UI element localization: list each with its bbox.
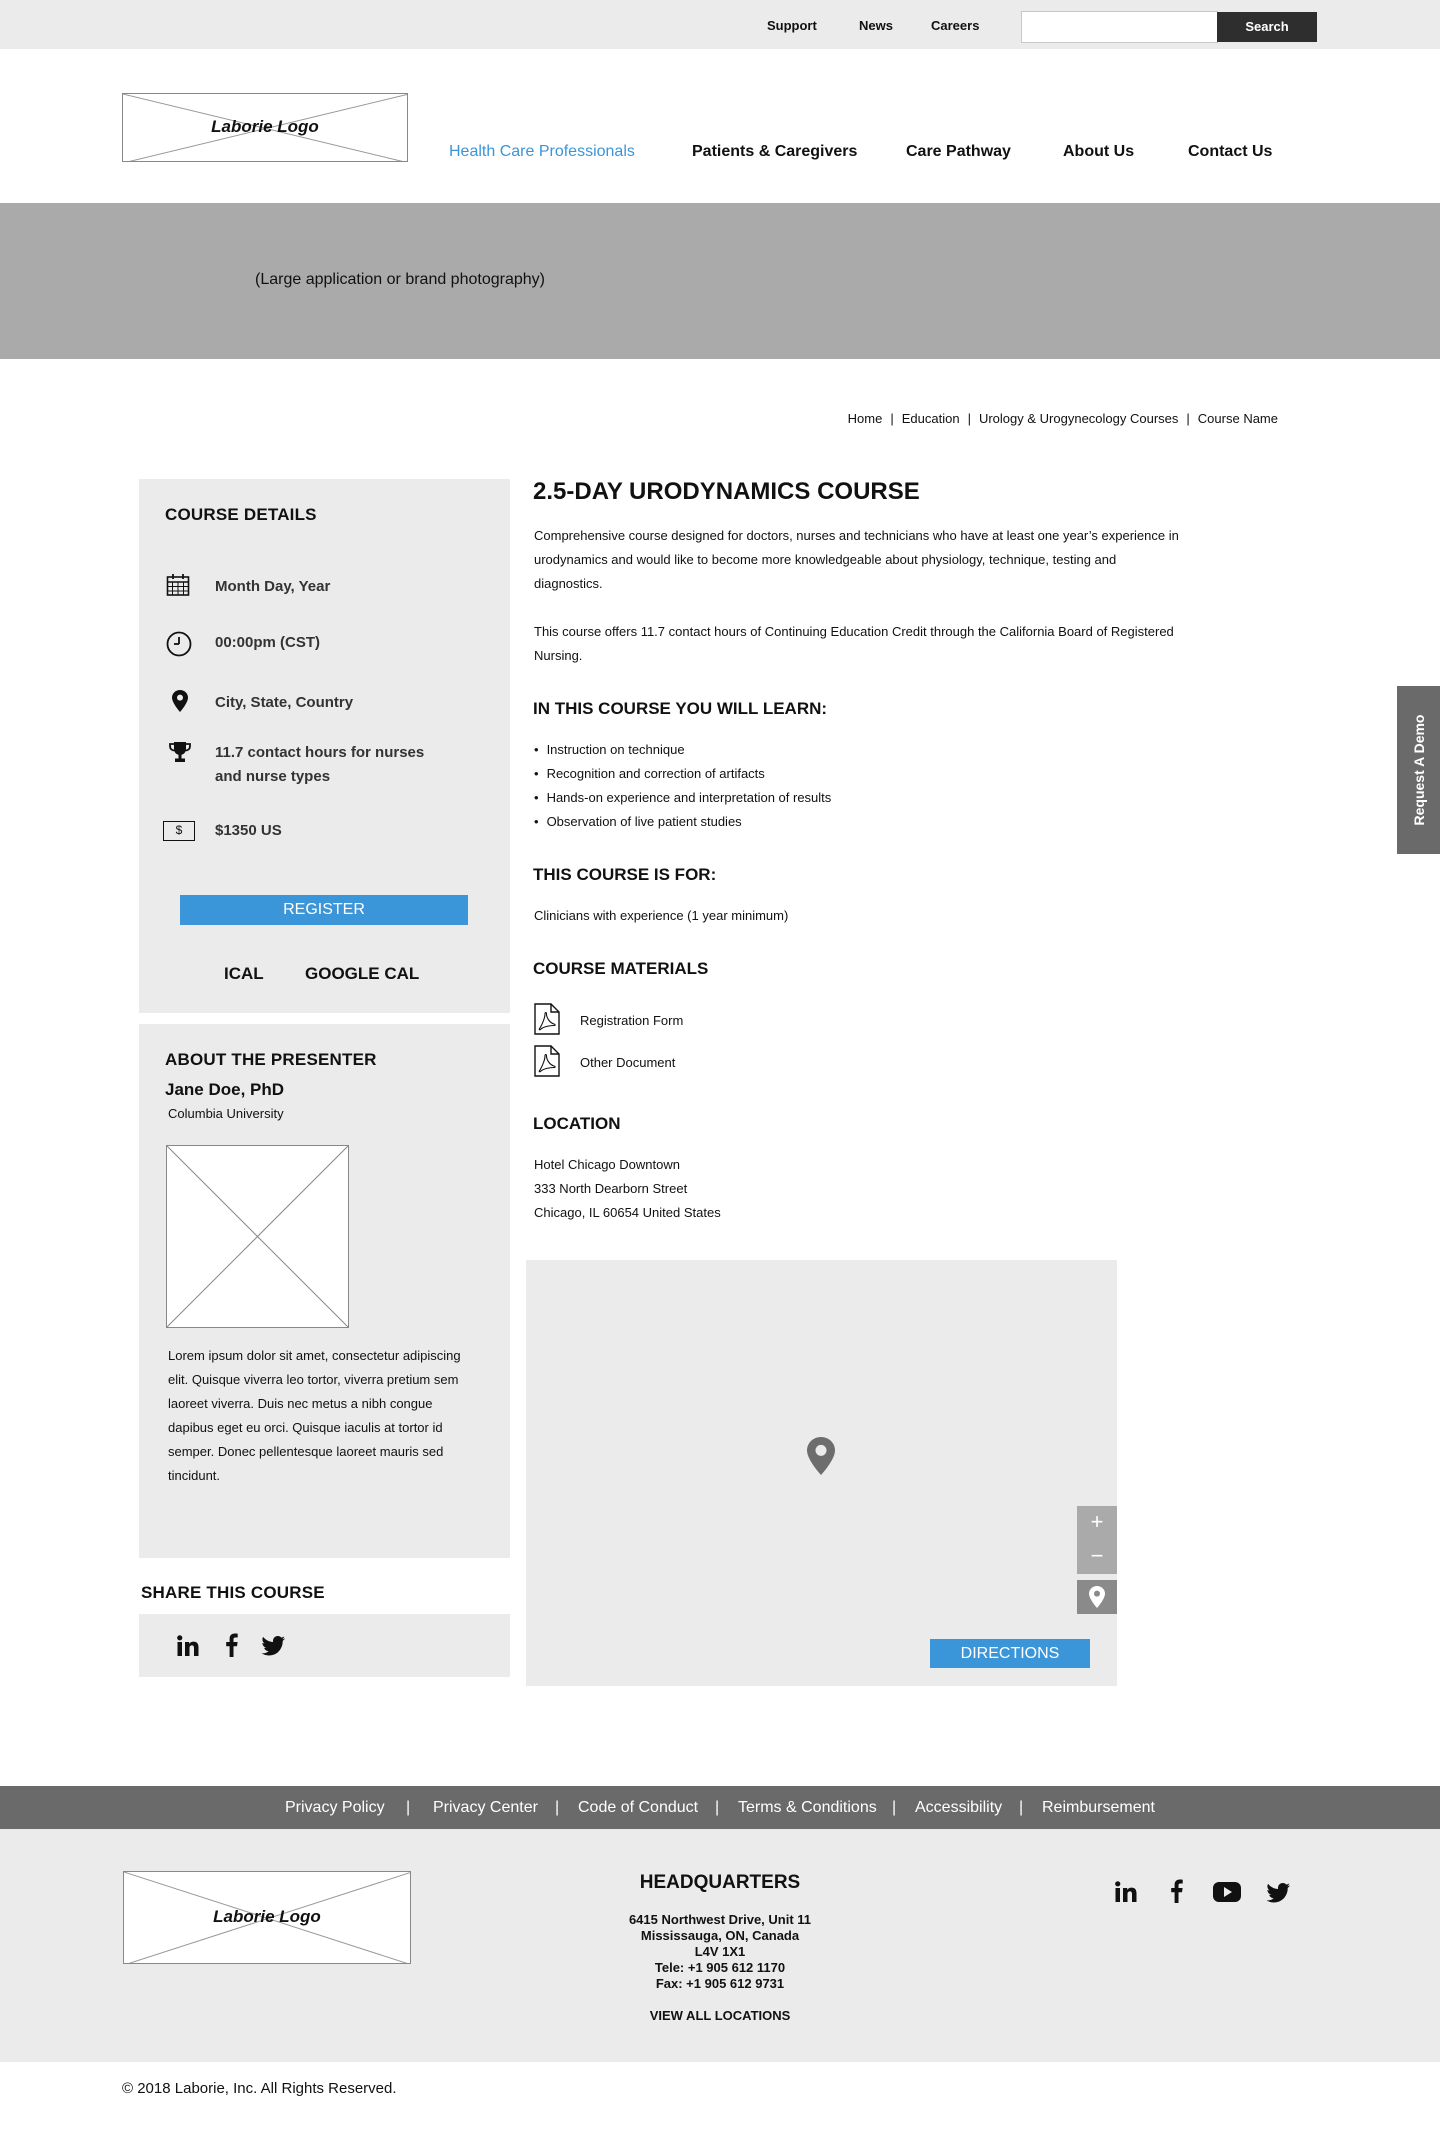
photo-placeholder-graphic <box>167 1146 348 1327</box>
location-address <box>534 1153 1234 1225</box>
course-intro <box>534 524 1234 596</box>
footer-separator: | <box>406 1799 411 1816</box>
breadcrumb-courses[interactable]: Urology & Urogynecology Courses <box>978 411 1179 426</box>
share-heading: SHARE THIS COURSE <box>141 1583 325 1602</box>
bio-line: semper. Donec pellentesque laoreet mauris sed <box>168 1444 444 1459</box>
breadcrumb <box>848 411 1278 426</box>
learn-item: • Hands-on experience and interpretation of results <box>534 790 832 805</box>
course-time: 00:00pm (CST) <box>215 634 321 651</box>
bio-line: laoreet viverra. Duis nec metus a nibh congue <box>168 1396 433 1411</box>
trophy-icon <box>168 740 192 769</box>
register-button[interactable]: REGISTER <box>180 895 468 925</box>
course-for-text: Clinicians with experience (1 year minimum) <box>534 908 789 923</box>
footer-facebook-icon[interactable] <box>1170 1879 1183 1908</box>
hero-placeholder-text: (Large application or brand photography) <box>255 271 545 288</box>
material-label[interactable]: Registration Form <box>580 1013 684 1028</box>
copyright-text: © 2018 Laborie, Inc. All Rights Reserved. <box>122 2080 397 2097</box>
course-credit-text <box>534 620 1234 668</box>
price-tag-icon <box>163 821 195 841</box>
intro-line: diagnostics. <box>534 576 603 591</box>
course-details-heading: COURSE DETAILS <box>165 505 317 524</box>
zoom-in-button[interactable]: + <box>1077 1506 1117 1540</box>
footer-code-of-conduct[interactable]: Code of Conduct <box>578 1799 699 1816</box>
location-pin-icon <box>1089 1586 1105 1608</box>
pdf-icon <box>534 1003 560 1035</box>
intro-line: Comprehensive course designed for doctors, nurses and technicians who have at least one year’s experience in <box>534 528 1179 543</box>
location-map[interactable] <box>526 1260 1117 1686</box>
presenter-photo-placeholder <box>166 1145 349 1328</box>
hq-fax: Fax: +1 905 612 9731 <box>655 1976 785 1991</box>
footer-accessibility[interactable]: Accessibility <box>915 1799 1003 1816</box>
footer-links-bar <box>0 1786 1440 1829</box>
directions-button[interactable]: DIRECTIONS <box>930 1639 1090 1668</box>
breadcrumb-home[interactable]: Home <box>847 411 883 426</box>
learn-item: • Recognition and correction of artifacts <box>534 766 765 781</box>
logo-text: Laborie Logo <box>213 1907 321 1926</box>
breadcrumb-separator: | <box>890 411 894 426</box>
footer-privacy-center[interactable]: Privacy Center <box>433 1799 538 1816</box>
nav-care-pathway[interactable]: Care Pathway <box>906 143 1011 160</box>
course-title: 2.5-DAY URODYNAMICS COURSE <box>533 478 920 505</box>
presenter-bio <box>168 1344 498 1488</box>
footer-main <box>0 1829 1440 2062</box>
course-location: City, State, Country <box>215 694 354 711</box>
view-all-locations-link[interactable]: VIEW ALL LOCATIONS <box>649 2008 791 2023</box>
bio-line: dapibus eget eu orci. Quisque iaculis at tortor id <box>168 1420 443 1435</box>
breadcrumb-separator: | <box>967 411 971 426</box>
nav-patients-caregivers[interactable]: Patients & Caregivers <box>692 143 858 160</box>
intro-line: urodynamics and would like to become more knowledgeable about physiology, technique, testing and <box>534 552 1117 567</box>
footer-reimbursement[interactable]: Reimbursement <box>1042 1799 1155 1816</box>
locate-me-button[interactable] <box>1077 1580 1117 1614</box>
material-other-document[interactable] <box>534 1045 676 1082</box>
footer-separator: | <box>892 1799 897 1816</box>
hq-phone: Tele: +1 905 612 1170 <box>654 1960 786 1975</box>
request-demo-label: Request A Demo <box>1410 714 1427 826</box>
address-line: Hotel Chicago Downtown <box>534 1157 680 1172</box>
bio-line: tincidunt. <box>168 1468 221 1483</box>
share-facebook-icon[interactable] <box>225 1633 238 1662</box>
breadcrumb-separator: | <box>1186 411 1190 426</box>
nav-about-us[interactable]: About Us <box>1063 143 1135 160</box>
search-input[interactable] <box>1021 11 1218 43</box>
share-twitter-icon[interactable] <box>261 1636 285 1661</box>
dollar-glyph: $ <box>175 823 183 837</box>
material-registration-form[interactable] <box>534 1003 684 1040</box>
presenter-heading: ABOUT THE PRESENTER <box>165 1050 377 1069</box>
footer-privacy-policy[interactable]: Privacy Policy <box>285 1799 385 1816</box>
location-heading: LOCATION <box>533 1114 621 1133</box>
clock-icon <box>166 631 192 662</box>
footer-separator: | <box>715 1799 720 1816</box>
request-demo-tab[interactable] <box>1397 686 1440 854</box>
credits-line-1: 11.7 contact hours for nurses <box>215 744 425 761</box>
header-logo[interactable] <box>122 93 408 162</box>
material-label[interactable]: Other Document <box>580 1055 676 1070</box>
bio-line: elit. Quisque viverra leo tortor, viverra pretium sem <box>168 1372 459 1387</box>
location-pin-icon <box>172 690 188 717</box>
learn-item: • Observation of live patient studies <box>534 814 742 829</box>
materials-heading: COURSE MATERIALS <box>533 959 709 978</box>
footer-terms-conditions[interactable]: Terms & Conditions <box>738 1799 877 1816</box>
presenter-affiliation: Columbia University <box>168 1106 284 1121</box>
hero-image <box>0 203 1440 359</box>
learn-item: • Instruction on technique <box>534 742 685 757</box>
course-date: Month Day, Year <box>215 578 331 595</box>
hq-heading: HEADQUARTERS <box>639 1872 801 1893</box>
credits-line-2: and nurse types <box>215 768 331 785</box>
address-line: Chicago, IL 60654 United States <box>534 1205 721 1220</box>
credit-line: This course offers 11.7 contact hours of Continuing Education Credit through the California Board of Registered <box>534 624 1174 639</box>
share-linkedin-icon[interactable] <box>177 1635 199 1662</box>
footer-youtube-icon[interactable] <box>1213 1882 1241 1907</box>
nav-contact-us[interactable]: Contact Us <box>1188 143 1273 160</box>
logo-text: Laborie Logo <box>211 117 319 136</box>
footer-separator: | <box>1019 1799 1024 1816</box>
search-button[interactable]: Search <box>1217 12 1317 42</box>
news-link[interactable]: News <box>859 18 893 33</box>
zoom-out-button[interactable]: − <box>1077 1540 1117 1574</box>
learn-heading: IN THIS COURSE YOU WILL LEARN: <box>533 699 828 718</box>
hq-address-line: L4V 1X1 <box>694 1944 746 1959</box>
pdf-icon <box>534 1045 560 1077</box>
address-line: 333 North Dearborn Street <box>534 1181 688 1196</box>
google-cal-link[interactable]: GOOGLE CAL <box>305 964 420 983</box>
breadcrumb-education[interactable]: Education <box>901 411 960 426</box>
credit-line: Nursing. <box>534 648 583 663</box>
footer-separator: | <box>555 1799 560 1816</box>
bio-line: Lorem ipsum dolor sit amet, consectetur adipiscing <box>168 1348 461 1363</box>
careers-link[interactable]: Careers <box>931 18 980 33</box>
hq-address-line: Mississauga, ON, Canada <box>640 1928 800 1943</box>
footer-logo[interactable] <box>123 1871 411 1964</box>
nav-health-care-professionals[interactable]: Health Care Professionals <box>449 143 635 160</box>
utility-bar <box>0 0 1440 49</box>
ical-link[interactable]: ICAL <box>224 964 264 983</box>
breadcrumb-current: Course Name <box>1197 411 1278 426</box>
calendar-icon <box>166 573 190 602</box>
course-for-heading: THIS COURSE IS FOR: <box>533 865 717 884</box>
presenter-name: Jane Doe, PhD <box>165 1080 285 1099</box>
course-price: $1350 US <box>215 822 282 839</box>
map-marker-icon[interactable] <box>807 1437 835 1480</box>
footer-linkedin-icon[interactable] <box>1115 1881 1137 1908</box>
share-panel <box>139 1614 510 1677</box>
footer-twitter-icon[interactable] <box>1266 1883 1290 1908</box>
support-link[interactable]: Support <box>767 18 817 33</box>
hq-address-line: 6415 Northwest Drive, Unit 11 <box>628 1912 812 1927</box>
